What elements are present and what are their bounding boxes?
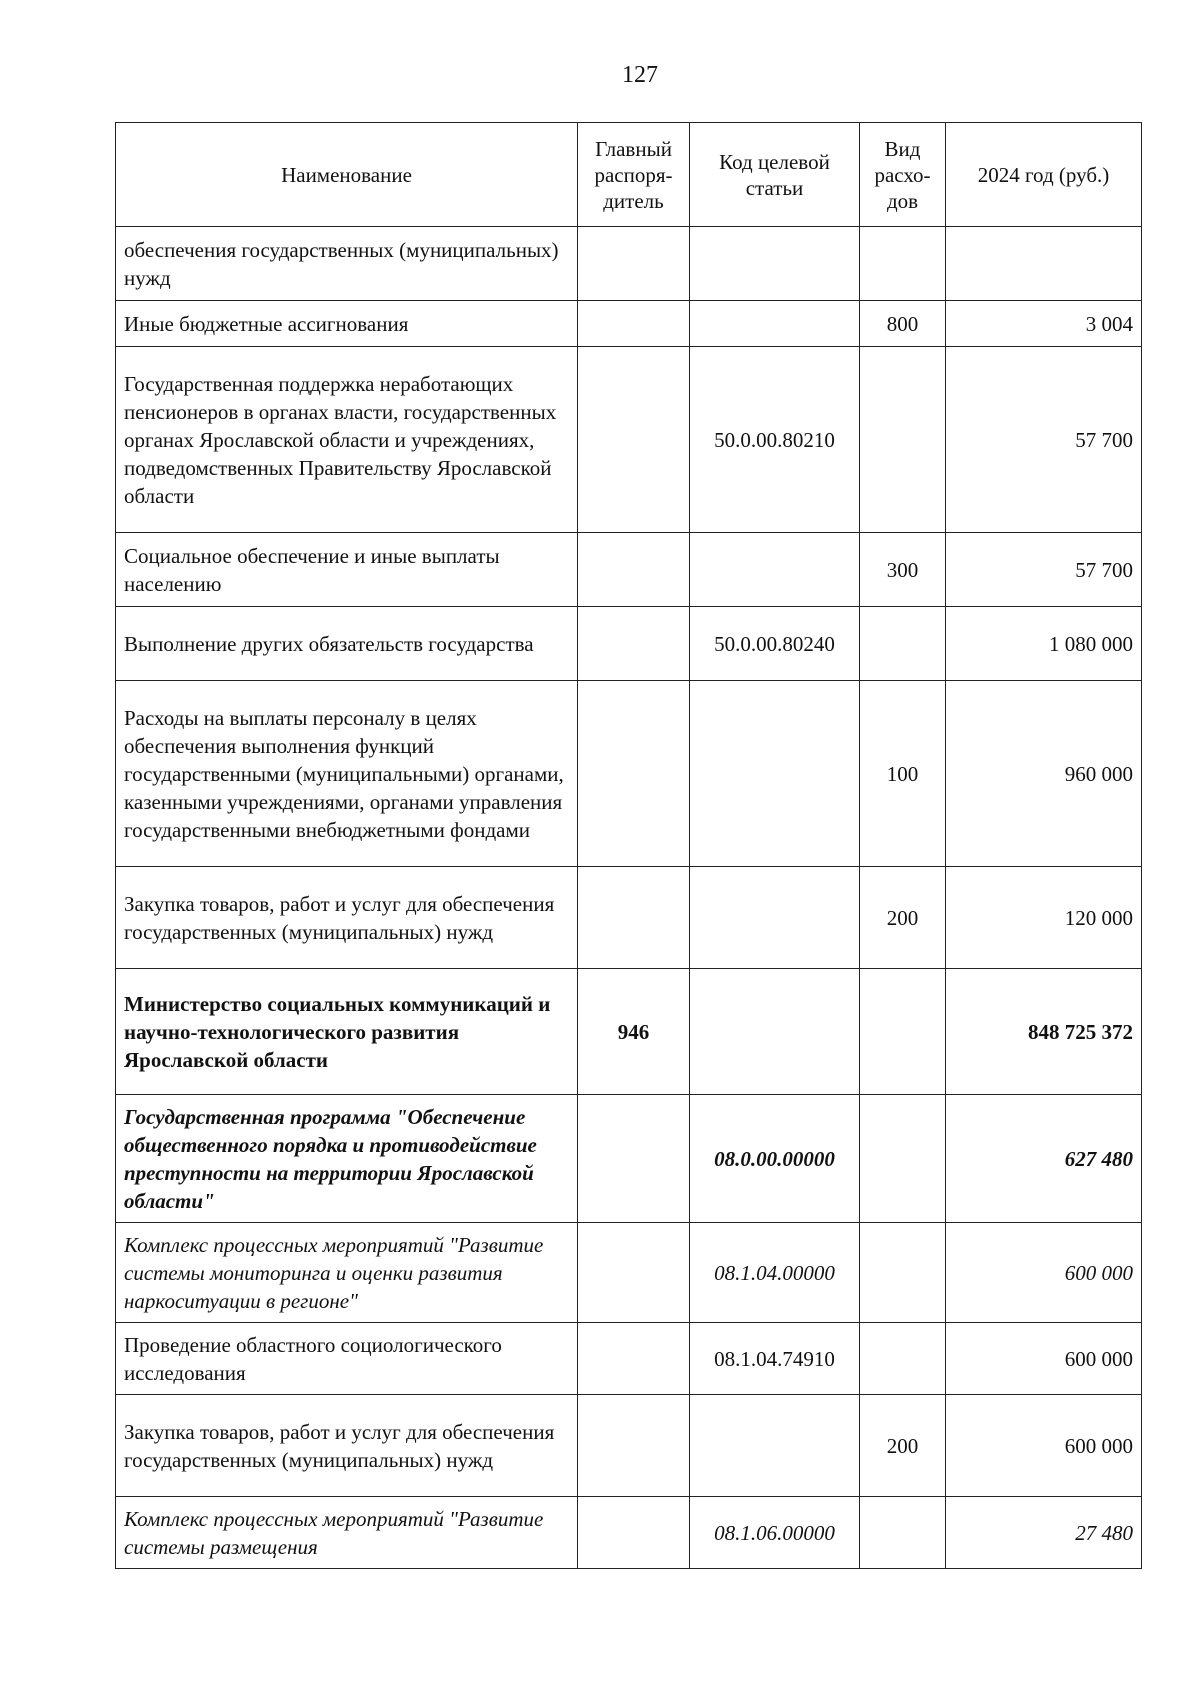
row-manager xyxy=(578,867,690,969)
row-kind xyxy=(860,1323,946,1395)
row-code: 08.1.04.74910 xyxy=(690,1323,860,1395)
row-kind xyxy=(860,1095,946,1223)
row-amount: 960 000 xyxy=(946,681,1142,867)
row-kind xyxy=(860,227,946,301)
row-code: 08.1.06.00000 xyxy=(690,1497,860,1569)
row-manager xyxy=(578,1223,690,1323)
row-name: Расходы на выплаты персоналу в целях обеспечения выполнения функций государственными (муниципальными) органами, казенными учреждениями, органами управления государственными внебюджетными фондами xyxy=(116,681,578,867)
row-kind: 200 xyxy=(860,1395,946,1497)
row-code: 50.0.00.80240 xyxy=(690,607,860,681)
table-row xyxy=(116,347,1142,533)
row-kind: 100 xyxy=(860,681,946,867)
row-code xyxy=(690,969,860,1095)
row-manager xyxy=(578,1095,690,1223)
table-row-ministry xyxy=(116,969,1142,1095)
row-code xyxy=(690,227,860,301)
table-row xyxy=(116,867,1142,969)
row-amount: 848 725 372 xyxy=(946,969,1142,1095)
row-name: Проведение областного социологического исследования xyxy=(116,1323,578,1395)
row-manager xyxy=(578,1323,690,1395)
header-manager: Главный распоря-дитель xyxy=(578,123,690,227)
row-name: Закупка товаров, работ и услуг для обеспечения государственных (муниципальных) нужд xyxy=(116,1395,578,1497)
row-amount xyxy=(946,227,1142,301)
row-manager xyxy=(578,607,690,681)
row-name: Министерство социальных коммуникаций и научно-технологического развития Ярославской области xyxy=(116,969,578,1095)
row-kind: 200 xyxy=(860,867,946,969)
row-code: 50.0.00.80210 xyxy=(690,347,860,533)
row-manager xyxy=(578,301,690,347)
row-kind xyxy=(860,1497,946,1569)
row-code: 08.1.04.00000 xyxy=(690,1223,860,1323)
row-amount: 27 480 xyxy=(946,1497,1142,1569)
row-name: обеспечения государственных (муниципальных) нужд xyxy=(116,227,578,301)
row-name: Государственная программа "Обеспечение общественного порядка и противодействие преступности на территории Ярославской области" xyxy=(116,1095,578,1223)
row-name: Социальное обеспечение и иные выплаты населению xyxy=(116,533,578,607)
budget-table xyxy=(115,122,1142,1569)
row-manager xyxy=(578,681,690,867)
row-amount: 57 700 xyxy=(946,347,1142,533)
row-amount: 600 000 xyxy=(946,1323,1142,1395)
table-header-row xyxy=(116,123,1142,227)
row-kind: 800 xyxy=(860,301,946,347)
row-amount: 627 480 xyxy=(946,1095,1142,1223)
row-kind xyxy=(860,969,946,1095)
table-row xyxy=(116,607,1142,681)
row-manager xyxy=(578,227,690,301)
table-row xyxy=(116,301,1142,347)
header-name: Наименование xyxy=(116,123,578,227)
header-kind: Вид расхо-дов xyxy=(860,123,946,227)
row-code xyxy=(690,1395,860,1497)
row-manager xyxy=(578,1497,690,1569)
row-kind xyxy=(860,347,946,533)
header-amount: 2024 год (руб.) xyxy=(946,123,1142,227)
row-manager xyxy=(578,1395,690,1497)
row-name: Иные бюджетные ассигнования xyxy=(116,301,578,347)
table-row-complex xyxy=(116,1497,1142,1569)
row-code xyxy=(690,301,860,347)
row-manager: 946 xyxy=(578,969,690,1095)
row-code xyxy=(690,681,860,867)
row-amount: 3 004 xyxy=(946,301,1142,347)
table-row xyxy=(116,681,1142,867)
row-kind xyxy=(860,607,946,681)
row-code xyxy=(690,867,860,969)
table-row xyxy=(116,1323,1142,1395)
table-row-program xyxy=(116,1095,1142,1223)
row-name: Закупка товаров, работ и услуг для обеспечения государственных (муниципальных) нужд xyxy=(116,867,578,969)
row-kind: 300 xyxy=(860,533,946,607)
row-name: Комплекс процессных мероприятий "Развитие системы размещения xyxy=(116,1497,578,1569)
row-name: Государственная поддержка неработающих пенсионеров в органах власти, государственных органах Ярославской области и учреждениях, подведомственных Правительству Ярославской области xyxy=(116,347,578,533)
table-row-complex xyxy=(116,1223,1142,1323)
page-number: 127 xyxy=(622,62,658,88)
row-manager xyxy=(578,533,690,607)
row-amount: 600 000 xyxy=(946,1395,1142,1497)
table-row xyxy=(116,227,1142,301)
row-code: 08.0.00.00000 xyxy=(690,1095,860,1223)
row-name: Комплекс процессных мероприятий "Развитие системы мониторинга и оценки развития наркоситуации в регионе" xyxy=(116,1223,578,1323)
table-row xyxy=(116,533,1142,607)
row-kind xyxy=(860,1223,946,1323)
row-name: Выполнение других обязательств государства xyxy=(116,607,578,681)
row-amount: 57 700 xyxy=(946,533,1142,607)
row-amount: 600 000 xyxy=(946,1223,1142,1323)
table-row xyxy=(116,1395,1142,1497)
row-amount: 1 080 000 xyxy=(946,607,1142,681)
row-manager xyxy=(578,347,690,533)
row-code xyxy=(690,533,860,607)
header-code: Код целевой статьи xyxy=(690,123,860,227)
row-amount: 120 000 xyxy=(946,867,1142,969)
